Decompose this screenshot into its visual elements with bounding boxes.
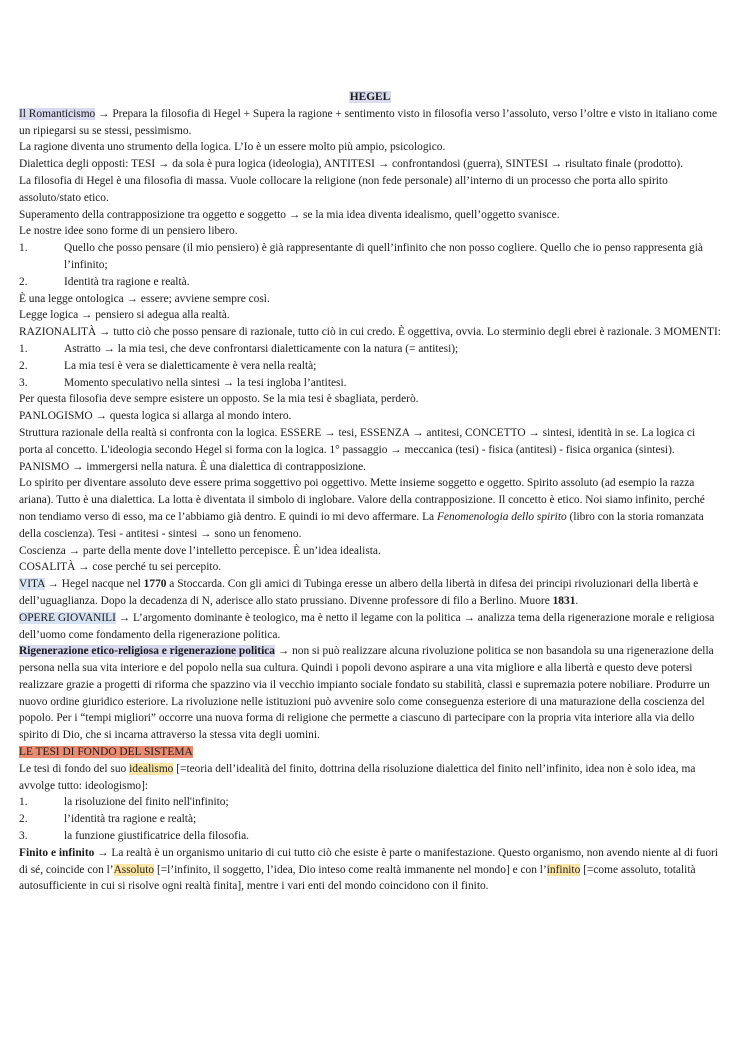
- paragraph-tesi-fondo: [19, 761, 721, 795]
- paragraph-superamento: Superamento della contrapposizione tra oggetto e soggetto → se la mia idea diventa idealismo, quell’oggetto svanisce.: [19, 208, 560, 221]
- list-item: [19, 375, 721, 392]
- paragraph-dialettica: Dialettica degli opposti: TESI → da sola è pura logica (ideologia), ANTITESI → confrontandosi (guerra), SINTESI → risultato finale (prodotto).: [19, 158, 684, 171]
- list-number: 3.: [19, 830, 28, 843]
- paragraph-text: .: [575, 594, 579, 607]
- paragraph-text: → Hegel nacque nel: [44, 578, 144, 591]
- list-number: 3.: [19, 376, 28, 389]
- paragraph-legge-ontologica: È una legge ontologica → essere; avviene sempre così.: [19, 292, 270, 305]
- title-text: HEGEL: [349, 91, 391, 103]
- list-text: la funzione giustificatrice della filosofia.: [64, 830, 250, 843]
- list-item: [19, 341, 721, 358]
- list-text: Astratto → la mia tesi, che deve confrontarsi dialetticamente con la natura (= antitesi);: [64, 342, 459, 355]
- list-text: Momento speculativo nella sintesi → la tesi ingloba l’antitesi.: [64, 376, 347, 389]
- paragraph-text: Lo spirito per diventare assoluto deve essere prima soggettivo poi oggettivo. Mette insieme soggetto e oggetto. Spirito assoluto (ad esempio la razza ariana). Tutto è una dialettica. La lotta è diventata il simbolo di inglobare. Valore della contrapposizione. Il concetto è etico. Noi siamo infinito, perché non tendiamo verso di esso, ma ce l’abbiamo già dentro. E quindi io mi devo affermare. La: [19, 477, 705, 523]
- paragraph-text: a Stoccarda. Con gli amici di Tubinga eresse un albero della libertà in difesa dei principi rivoluzionari della libertà e dell’uguaglianza. Dopo la decadenza di N, aderisce allo stato prussiano. Divenne professore di filo a Berlino. Muore: [19, 578, 699, 607]
- paragraph-text: (libro con la storia romanzata della coscienza). Tesi - antitesi - sintesi → sono un fenomeno.: [19, 510, 704, 540]
- highlight-infinito: infinito: [546, 863, 581, 876]
- book-title: Fenomenologia dello spirito: [436, 510, 567, 523]
- list-item: [19, 794, 721, 811]
- term-finito-infinito: Finito e infinito: [19, 846, 95, 859]
- list-text: Quello che posso pensare (il mio pensiero) è già rappresentante di quell’infinito che non posso cogliere. Quello che io penso rappresenta già l’infinito;: [64, 242, 703, 271]
- list-number: 2.: [19, 813, 28, 826]
- list-item: [19, 811, 721, 828]
- paragraph-romanticismo: [19, 106, 721, 140]
- paragraph-legge-logica: Legge logica → pensiero si adegua alla realtà.: [19, 309, 230, 322]
- list-text: l’identità tra ragione e realtà;: [64, 813, 197, 826]
- list-item: [19, 828, 721, 845]
- paragraph-text: [=l’infinito, il soggetto, l’idea, Dio inteso come realtà immanente nel mondo] e con l’: [154, 863, 547, 876]
- highlight-opere-giovanili: OPERE GIOVANILI: [19, 611, 116, 624]
- paragraph-coscienza: Coscienza → parte della mente dove l’intelletto percepisce. È un’idea idealista.: [19, 544, 381, 557]
- list-item: [19, 358, 721, 375]
- paragraph-text: [=teoria dell’idealità del finito, dottrina della risoluzione dialettica del finito nell’infinito, idea non è solo idea, ma avvolge tutto: ideologismo]:: [19, 762, 696, 792]
- paragraph-ragione: La ragione diventa uno strumento della logica. L’Io è un essere molto più ampio, psicologico.: [19, 141, 446, 154]
- page-title: [19, 89, 721, 106]
- paragraph-text: → La realtà è un organismo unitario di cui tutto ciò che esiste è parte o manifestazione. Questo organismo, non avendo niente al di fuori di sé, coincide con l’: [19, 846, 718, 876]
- list-item: [19, 274, 721, 291]
- paragraph-opposto: Per questa filosofia deve sempre esistere un opposto. Se la mia tesi è sbagliata, perderò.: [19, 393, 419, 406]
- paragraph-rigenerazione: [19, 643, 721, 744]
- list-text: la risoluzione del finito nell'infinito;: [64, 796, 229, 809]
- list-number: 2.: [19, 275, 28, 288]
- list-number: 1.: [19, 242, 28, 255]
- section-heading: [19, 744, 721, 761]
- paragraph-text: Le tesi di fondo del suo: [19, 762, 130, 775]
- paragraph-text: [=come assoluto, totalità autosufficiente in cui si risolve ogni realtà finita], mentre i vari enti del mondo coincidono con il finito.: [19, 863, 696, 893]
- highlight-romanticismo: Il Romanticismo: [19, 107, 96, 120]
- paragraph-text: → non si può realizzare alcuna rivoluzione politica se non basandola su una rigenerazione della persona nella sua vita interiore e del popolo nella sua cultura. Quindi i popoli devono aspirare a una vita migliore e alla libertà e questo deve potersi realizzare grazie a progetti di riforma che spazzino via il vecchio impianto sociale fondato su stabilità, classi e supremazia potere nobiliare. Produrre un nuovo ordine giuridico esteriore. La rivoluzione nelle istituzioni può avvenire solo come conseguenza esteriore di una maturazione della coscienza del popolo. Per i “tempi migliori” occorre una nuova forma di religione che permette a ciascuno di partecipare con la propria vita interiore alla via dello spirito di Dio, che si incarna attraverso la stessa vita degli uomini.: [19, 645, 714, 742]
- paragraph-text: → L’argomento dominante è teologico, ma è netto il legame con la politica → analizza tema della rigenerazione morale e religiosa dell’uomo come fondamento della rigenerazione politica.: [19, 611, 715, 641]
- highlight-idealismo: idealismo: [129, 762, 174, 775]
- paragraph-spirito: [19, 475, 721, 542]
- paragraph-vita: [19, 576, 721, 610]
- paragraph-filosofia-massa: La filosofia di Hegel è una filosofia di massa. Vuole collocare la religione (non fede personale) all’interno di un processo che porta allo spirito assoluto/stato etico.: [19, 174, 668, 204]
- paragraph-razionalita: RAZIONALITÀ → tutto ciò che posso pensare di razionale, tutto ciò in cui credo. È oggettiva, ovvia. Lo sterminio degli ebrei è razionale. 3 MOMENTI:: [19, 326, 721, 339]
- paragraph-opere-giovanili: [19, 610, 721, 644]
- year-death: 1831: [552, 594, 576, 607]
- year-birth: 1770: [143, 578, 167, 591]
- paragraph-text: → Prepara la filosofia di Hegel + Supera la ragione + sentimento visto in filosofia verso l’assoluto, verso l’oltre e visto in italiano come un ripiegarsi su se stessi, pessimismo.: [19, 107, 718, 137]
- paragraph-idee: Le nostre idee sono forme di un pensiero libero.: [19, 225, 238, 238]
- paragraph-panlogismo: PANLOGISMO → questa logica si allarga al mondo intero.: [19, 410, 292, 423]
- section-heading-text: LE TESI DI FONDO DEL SISTEMA: [19, 746, 193, 759]
- paragraph-panismo: PANISMO → immergersi nella natura. È una dialettica di contrapposizione.: [19, 460, 367, 473]
- list-number: 2.: [19, 359, 28, 372]
- highlight-rigenerazione: Rigenerazione etico-religiosa e rigenerazione politica: [19, 645, 275, 658]
- list-text: Identità tra ragione e realtà.: [64, 275, 190, 288]
- paragraph-cosalita: COSALITÀ → cose perché tu sei percepito.: [19, 561, 222, 574]
- list-text: La mia tesi è vera se dialetticamente è vera nella realtà;: [64, 359, 317, 372]
- highlight-assoluto: Assoluto: [113, 863, 155, 876]
- paragraph-finito-infinito: [19, 845, 721, 895]
- list-item: [19, 240, 721, 274]
- paragraph-struttura: Struttura razionale della realtà si confronta con la logica. ESSERE → tesi, ESSENZA → antitesi, CONCETTO → sintesi, identità in se. La logica ci porta al concetto. L'ideologia secondo Hegel si forma con la logica. 1° passaggio → meccanica (tesi) - fisica (antitesi) - fisica organica (sintesi).: [19, 426, 696, 456]
- list-number: 1.: [19, 342, 28, 355]
- highlight-vita: VITA: [19, 578, 45, 591]
- list-number: 1.: [19, 796, 28, 809]
